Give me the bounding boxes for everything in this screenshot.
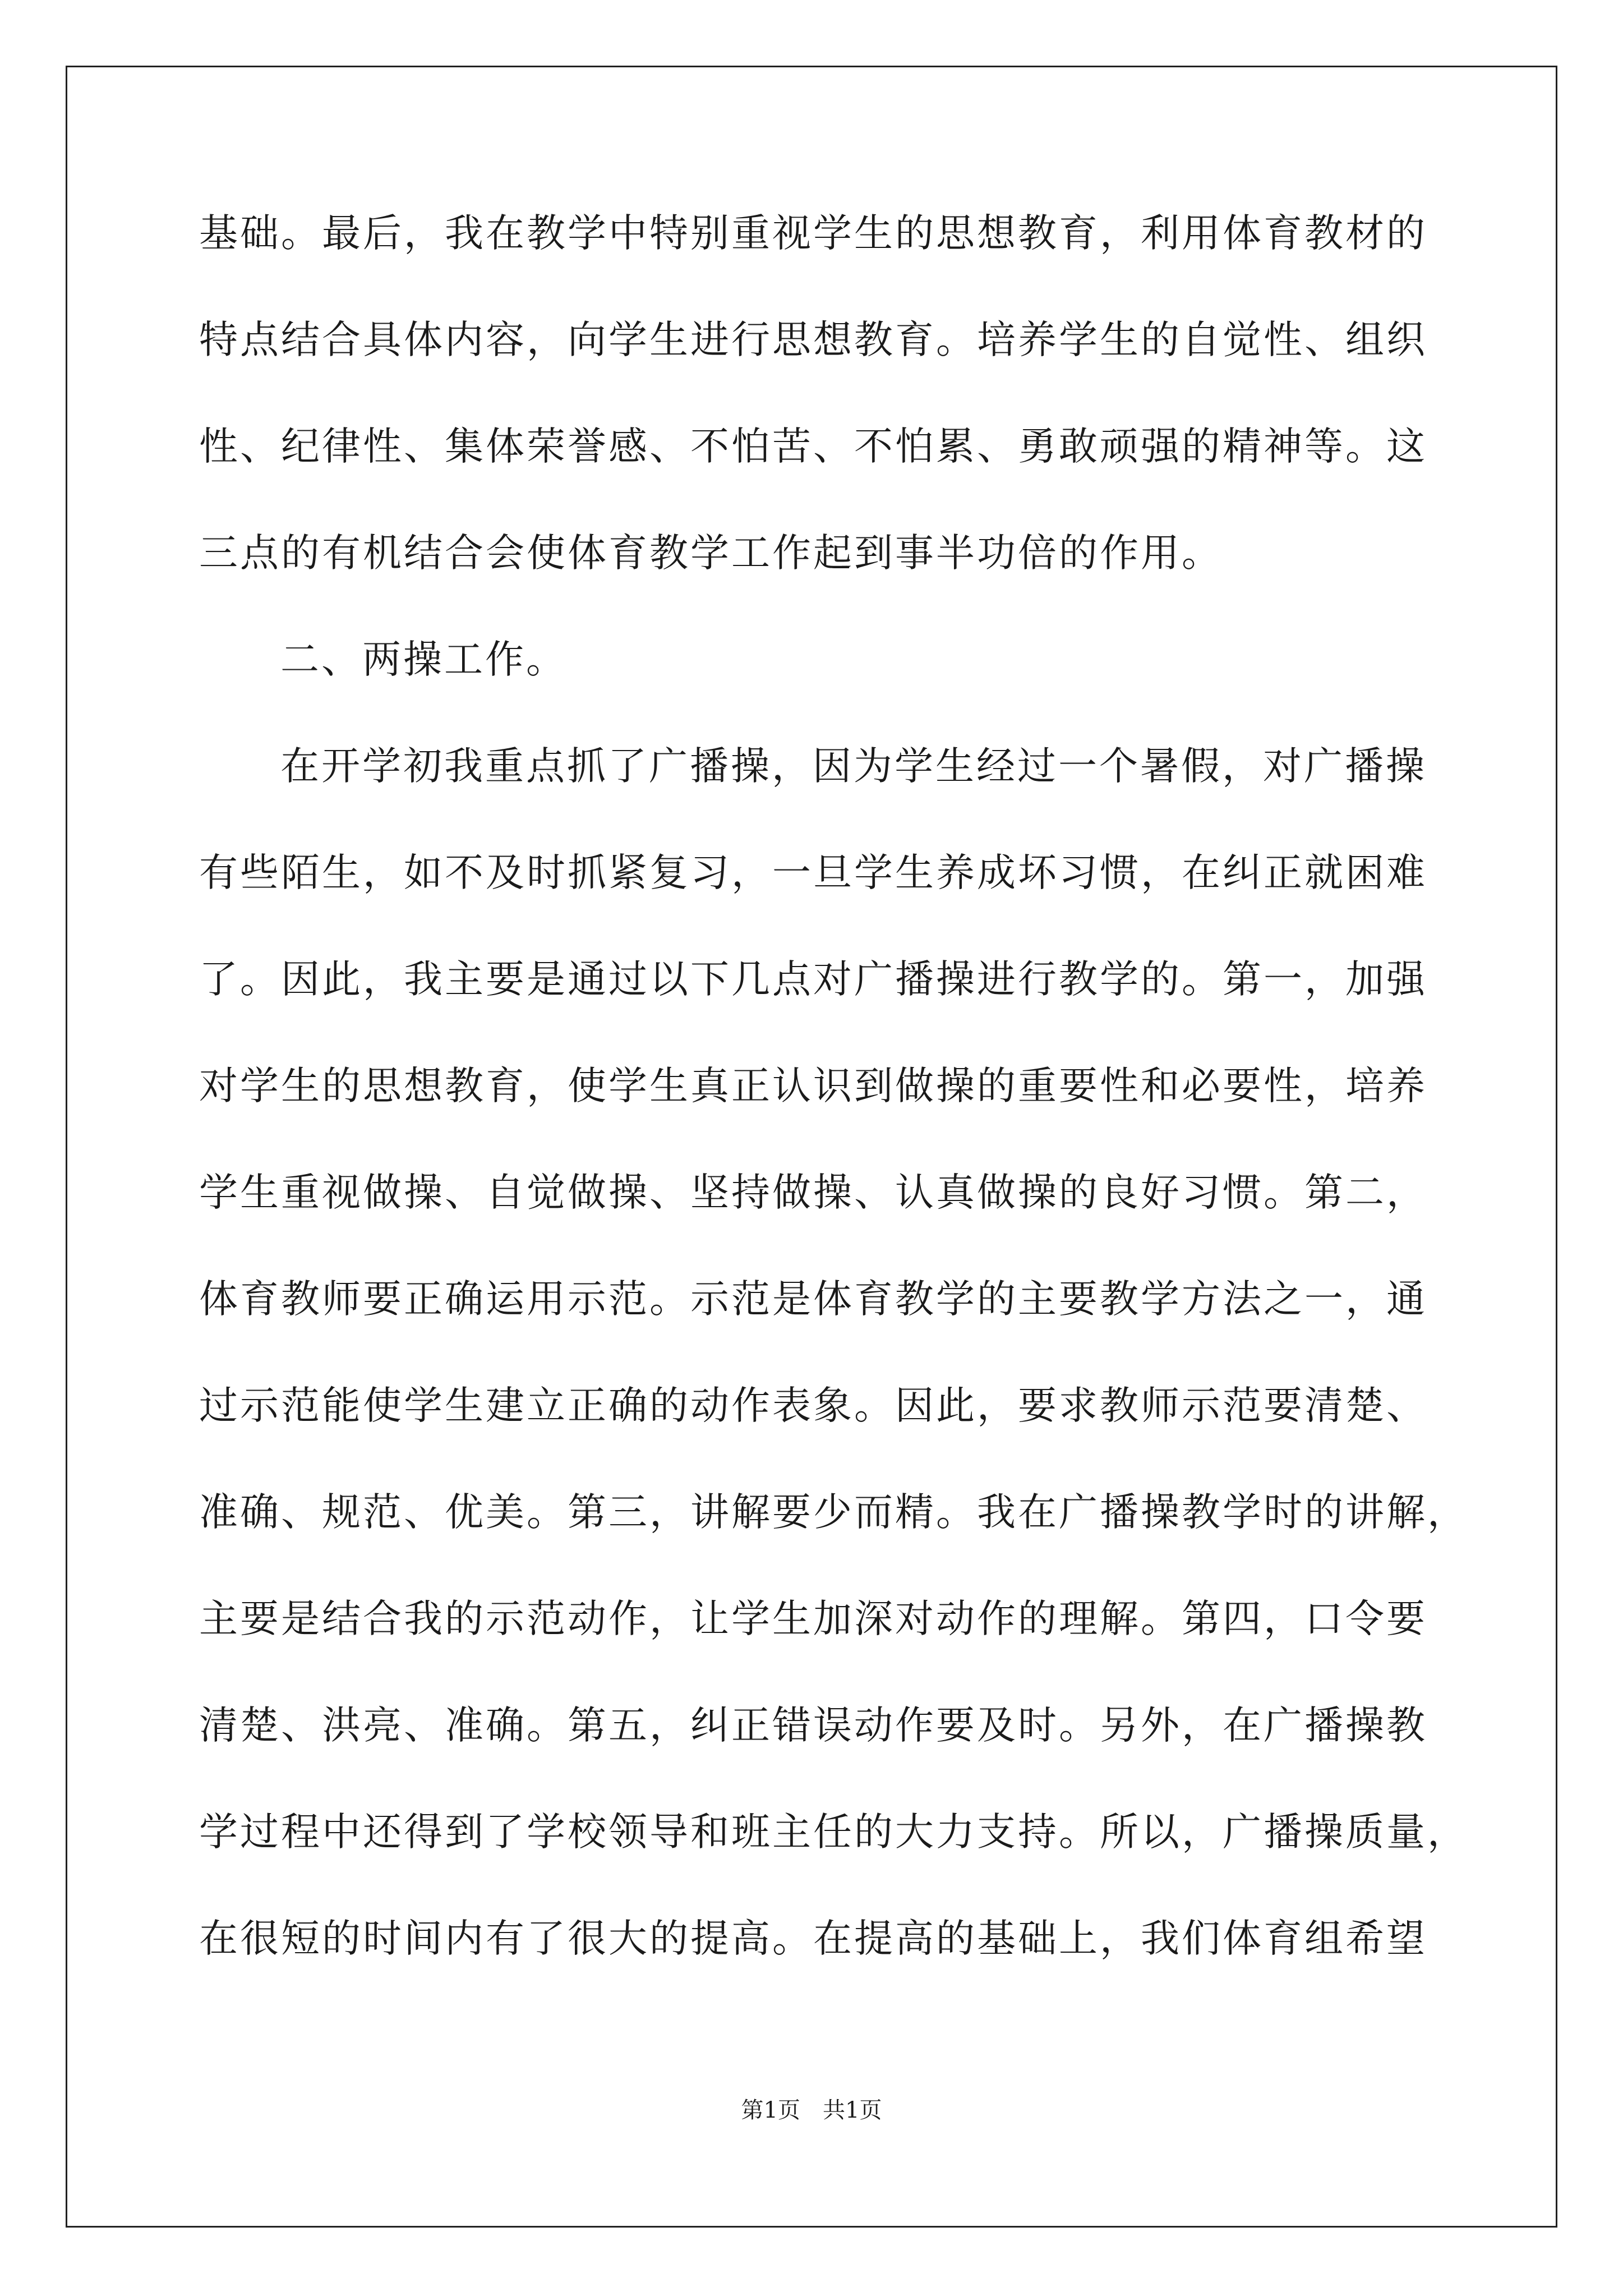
text-line: 了。因此，我主要是通过以下几点对广播操进行教学的。第一，加强	[199, 957, 1427, 1002]
text-line: 基础。最后，我在教学中特别重视学生的思想教育，利用体育教材的	[199, 211, 1427, 256]
text-line: 学生重视做操、自觉做操、坚持做操、认真做操的良好习惯。第二，	[199, 1170, 1427, 1215]
text-line: 三点的有机结合会使体育教学工作起到事半功倍的作用。	[199, 531, 1223, 576]
text-line: 在很短的时间内有了很大的提高。在提高的基础上，我们体育组希望	[199, 1916, 1427, 1961]
text-line: 过示范能使学生建立正确的动作表象。因此，要求教师示范要清楚、	[199, 1383, 1427, 1428]
text-line: 学过程中还得到了学校领导和班主任的大力支持。所以，广播操质量，	[199, 1810, 1468, 1855]
text-line: 在开学初我重点抓了广播操，因为学生经过一个暑假，对广播操	[280, 744, 1427, 789]
text-line: 性、纪律性、集体荣誉感、不怕苦、不怕累、勇敢顽强的精神等。这	[199, 424, 1427, 469]
text-line: 对学生的思想教育，使学生真正认识到做操的重要性和必要性，培养	[199, 1064, 1427, 1108]
text-line: 准确、规范、优美。第三，讲解要少而精。我在广播操教学时的讲解，	[199, 1490, 1468, 1535]
text-line: 主要是结合我的示范动作，让学生加深对动作的理解。第四，口令要	[199, 1596, 1427, 1641]
text-line: 清楚、洪亮、准确。第五，纠正错误动作要及时。另外，在广播操教	[199, 1703, 1427, 1748]
page-number-footer: 第1页 共1页	[741, 2097, 882, 2123]
text-line: 特点结合具体内容，向学生进行思想教育。培养学生的自觉性、组织	[199, 318, 1427, 362]
text-line: 体育教师要正确运用示范。示范是体育教学的主要教学方法之一，通	[199, 1277, 1427, 1322]
document-body	[199, 211, 1468, 2026]
section-heading: 二、两操工作。	[280, 637, 567, 682]
text-line: 有些陌生，如不及时抓紧复习，一旦学生养成坏习惯，在纠正就困难	[199, 850, 1427, 895]
